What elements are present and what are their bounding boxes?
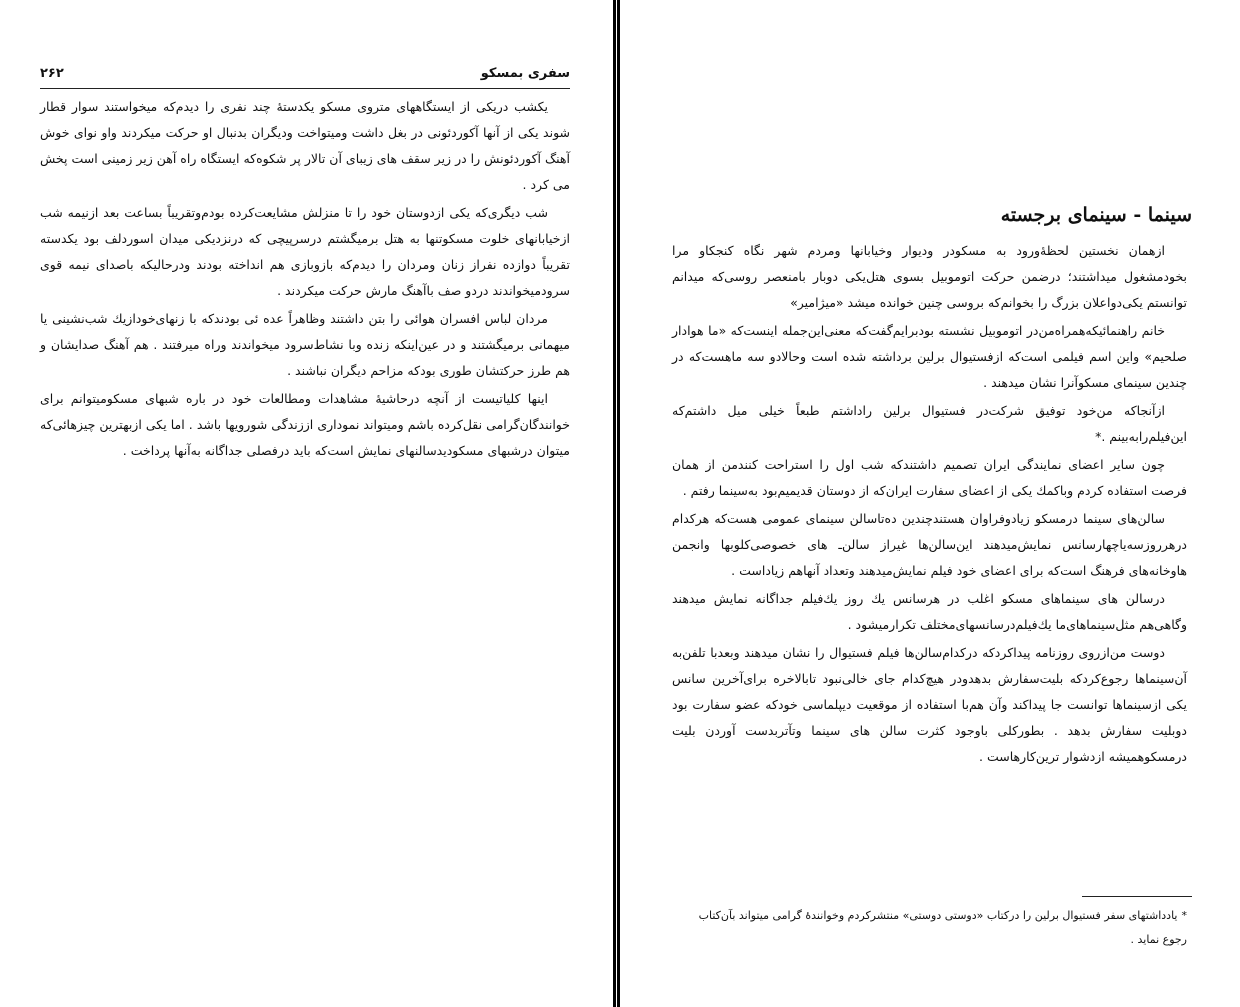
page-number: ۲۶۲ [40, 66, 64, 81]
paragraph: ازهمان نخستین لحظهٔ‌ورود به مسکودر ودیوار وخیابانها ومردم شهر نگاه کنجکاو مرا بخودمشغول میداشتند؛ درضمن حرکت اتوموبیل بسوی هتل‌یکی دوبار بامنعصر روسی‌که میدانم توانستم یکی‌دواعلان بزرگ را بخوانم‌که بروسی چنین خوانده میشد «میژامیر» [672, 243, 1187, 310]
right-page [620, 0, 1240, 1007]
section-title: سینما - سینمای برجسته [1000, 204, 1192, 226]
paragraph: سالن‌های سینما درمسکو زیادوفراوان هستند‌چندین ده‌تاسالن سینمای عمومی هست‌که هر‌کدام درهرروزسه‌یاچهارسانس نمایش‌میدهند این‌سالن‌ها غیراز سالن‌ـ های خصوصی‌کلوبها وانجمن ها‌وخانه‌های فرهنگ است‌که برای اعضای خود فیلم نمایش‌میدهند وتعداد آنهاهم زیاداست . [672, 511, 1187, 578]
page-header [40, 64, 570, 86]
paragraph: مردان لباس افسران هوائی را بتن داشتند وظاهراً عده ئی بودندکه با زنهای‌خودازیك شب‌نشینی یا میهمانی برمیگشتند و در عین‌اینکه زنده وبا نشاط‌سرود میخواندند وراه میرفتند . هم آهنگ صدایشان و هم طرز حرکتشان طوری بود‌که مزاحم دیگران نباشند . [40, 311, 570, 378]
footnote-rule [1082, 896, 1192, 897]
paragraph: اینها کلیاتیست از آنچه درحاشیهٔ مشاهدات ومطالعات خود در باره شبهای مسکومیتوانم برای خوانندگان‌گرامی نقل‌کرده باشم ومیتواند نموداری ازز‌ندگی شورویها باشد . اما یکی ازبهترین چیزهائی‌که میتوان درشبهای مسکو‌دیدسالنهای نمایش است‌که باید درفصلی جداگانه به‌آنها پرداخت . [40, 391, 570, 458]
footnote [672, 904, 1187, 952]
running-head: سفری بمسکو [480, 66, 570, 81]
header-rule [40, 88, 570, 89]
paragraph: دوست من‌ازروی روزنامه پیداکرد‌که درکدام‌سالن‌ها فیلم فستیوال را نشان میدهند وبعدبا تلفن‌به آن‌سینماها رجوع‌کرد‌که بلیت‌سفارش بدهد‌ودر هیچ‌کدام جای خالی‌نبود تابالاخره برای‌آخرین سانس یکی ازسینماها توانست جا پیداکند وآن هم‌با استفاده از موقعیت دیپلماسی خودکه عضو سفارت بود دوبلیت سفارش بدهد . بطور‌کلی باوجود کثرت سالن های سینما وتآتربدست آوردن بلیت درمسکوهمیشه ازدشوار ترین‌کارهاست . [672, 645, 1187, 764]
left-page [0, 0, 613, 1007]
right-text-column [672, 238, 1187, 772]
paragraph: خانم راهنمائیکه‌همراه‌من‌در اتوموبیل نشسته بود‌برایم‌گفت‌که معنی‌این‌جمله اینست‌که «ما هوادار صلحیم» واین اسم فیلمی است‌که ازفستیوال برلین برداشته شده است و‌حالادو سه ماهست‌که در چندین سینمای مسکو‌آنرا نشان میدهند . [672, 323, 1187, 390]
footnote-text: یادداشتهای سفر فستیوال برلین را درکتاب «دوستی دوستی» منتشر‌کردم وخوانندهٔ گرامی میتواند بآن‌کتاب رجوع نماید . [698, 909, 1187, 946]
paragraph: ازآنجاکه من‌خود توفیق شرکت‌در فستیوال برلین راداشتم طبعاً خیلی میل داشتم‌که این‌فیلم‌را‌به‌بینم .* [672, 403, 1187, 444]
footnote-mark: * [1181, 909, 1187, 922]
left-text-column [40, 94, 570, 466]
paragraph: شب دیگری‌که یکی ازدوستان خود را تا منزلش مشایعت‌کرده بودم‌وتقریباً بساعت بعد ازنیمه شب ازخیابانهای خلوت مسکوتنها به هتل برمیگشتم درسرپیچی که درنزدیکی میدان اسوردلف بود یکدسته تقریباً دوازده نفراز زنان ومردان را دیدم‌که بازوبازی هم انداخته بودند ودرحالیکه باصدای نیمه قوی سرودمیخواندند دردو صف باآهنگ مارش حرکت میکردند . [40, 205, 570, 298]
paragraph: یکشب دریکی از ایستگاههای متروی مسکو یکدستهٔ چند نفری را دیدم‌که میخواستند سوار قطار شوند یکی از آنها آکوردئونی در بغل داشت ومیتواخت ودیگران بدنبال او حرکت میکردند واو نوای خوش آهنگ آکوردئونش را در زیر سقف های زیبای آن تالار پر شکوه‌که ایستگاه راه آهن زیر زمینی است پخش می کرد . [40, 99, 570, 192]
book-gutter [613, 0, 620, 1007]
paragraph: درسالن های سینماهای مسکو اغلب در هرسانس یك روز یك‌فیلم جداگانه نمایش میدهند وگاهی‌هم مثل‌سینماهای‌ما یك‌فیلم‌درسا‌نسهای‌مختلف تکرارمیشود . [672, 591, 1187, 632]
paragraph: چون سایر اعضای نمایندگی ایران تصمیم داشتند‌که شب اول را استراحت کنند‌من از همان فرصت استفاده کردم وباکمك یکی از اعضای سفارت ایران‌که از دوستان قدیمیم‌بود به‌سینما رفتم . [672, 457, 1187, 498]
